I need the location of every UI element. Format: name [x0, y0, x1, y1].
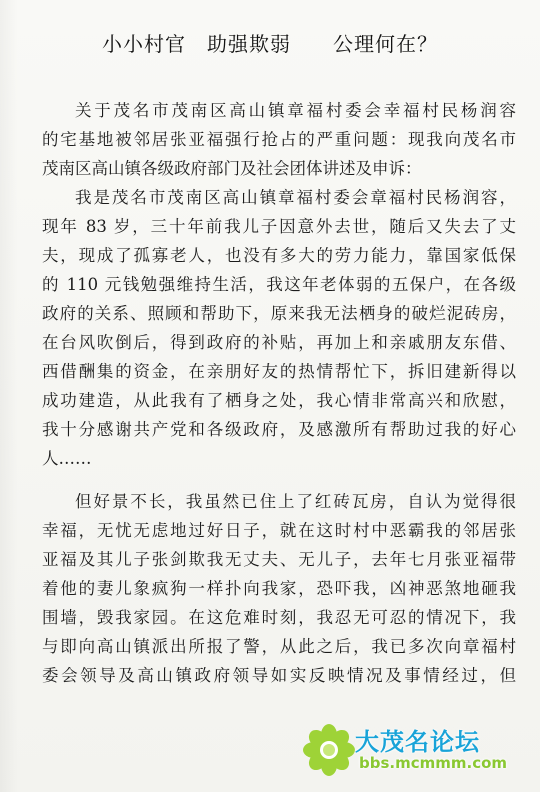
text-line: 在台风吹倒后，得到政府的补贴，再加上和亲戚朋友东借、: [42, 333, 516, 352]
forum-watermark: [303, 720, 528, 782]
text-line: 政府的关系、照顾和帮助下，原来我无法栖身的破烂泥砖房，: [42, 304, 516, 323]
paragraph-gap: [42, 473, 516, 487]
text-line: 成功建造，从此我有了栖身之处，我心情非常高兴和欣慰，: [42, 391, 516, 410]
text-line: 茂南区高山镇各级政府部门及社会团体讲述及申诉：: [42, 159, 422, 178]
text-line: 现年 83 岁，三十年前我儿子因意外去世，随后又失去了丈: [42, 217, 516, 236]
text-line: 但好景不长，我虽然已住上了红砖瓦房，自认为觉得很: [75, 492, 516, 511]
watermark-url: bbs.mcmmm.com: [359, 754, 508, 772]
text-line: 的 110 元钱勉强维持生活，我这年老体弱的五保户，在各级: [42, 275, 516, 294]
text-line: 西借酬集的资金，在亲朋好友的热情帮忙下，拆旧建新得以: [42, 362, 516, 381]
watermark-brand: 大茂名论坛: [355, 728, 480, 756]
text-line: 委会领导及高山镇政府领导如实反映情况及事情经过，但: [42, 666, 516, 685]
flower-logo-icon: [303, 724, 355, 776]
text-line: 亚福及其儿子张剑欺我无丈夫、无儿子，去年七月张亚福带: [42, 550, 516, 569]
text-line: 着他的妻儿象疯狗一样扑向我家，恐吓我，凶神恶煞地砸我: [42, 579, 516, 598]
text-line: 幸福，无忧无虑地过好日子，就在这时村中恶霸我的邻居张: [42, 521, 516, 540]
text-line: 关于茂名市茂南区高山镇章福村委会幸福村民杨润容: [75, 101, 516, 120]
text-line: 围墙，毁我家园。在这危难时刻，我忍无可忍的情况下，我: [42, 608, 516, 627]
text-line: 的宅基地被邻居张亚福强行抢占的严重问题：现我向茂名市: [42, 130, 516, 149]
text-line: 与即向高山镇派出所报了警，从此之后，我已多次向章福村: [42, 637, 516, 656]
text-line: 我是茂名市茂南区高山镇章福村委会章福村民杨润容，: [75, 188, 516, 207]
text-line: 夫，现成了孤寡老人，也没有多大的劳力能力，靠国家低保: [42, 246, 516, 265]
text-line: 人……: [42, 449, 92, 468]
document-body: [42, 96, 516, 690]
text-line: 我十分感谢共产党和各级政府，及感激所有帮助过我的好心: [42, 420, 516, 439]
page-title: 小小村官 助强欺弱 公理何在？: [102, 32, 438, 56]
